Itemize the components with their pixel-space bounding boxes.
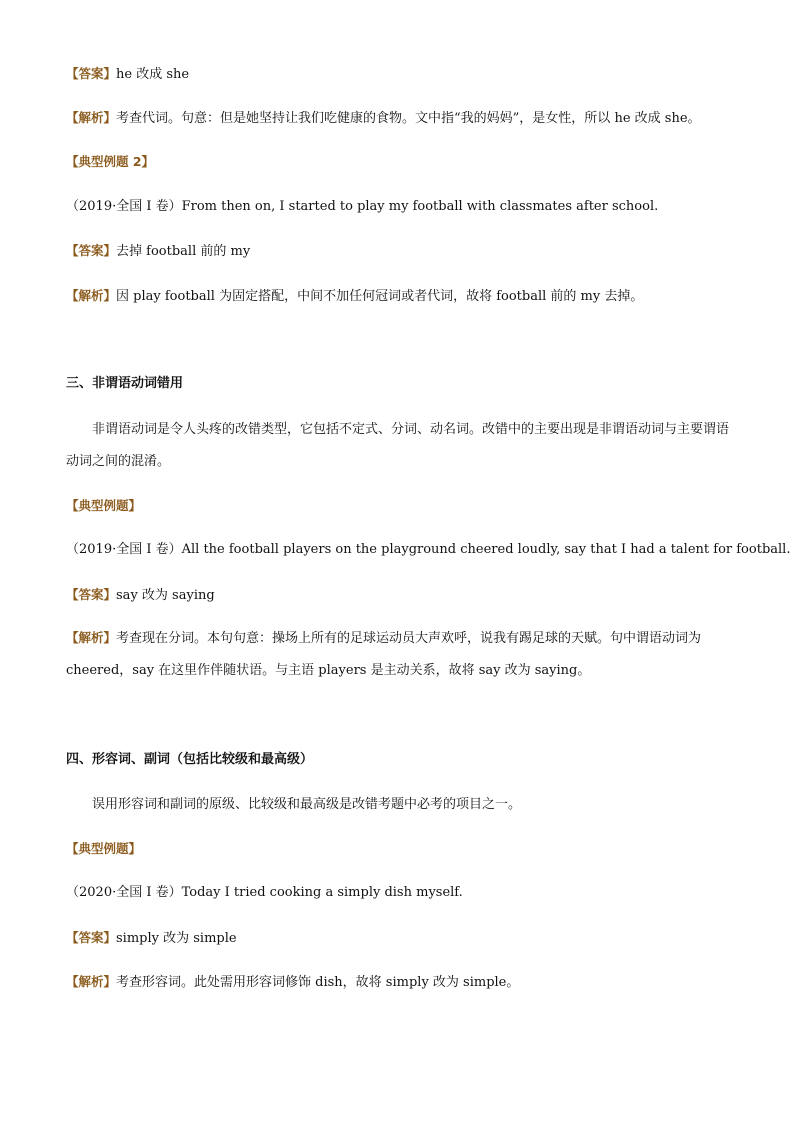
answer-line-4: [66, 928, 734, 949]
answer-line-2: [66, 241, 734, 262]
section-4-paragraph: 误用形容词和副词的原级、比较级和最高级是改错考题中必考的项目之一。: [92, 797, 522, 812]
example-tag: 【典型例题 2】: [66, 154, 155, 169]
example-tag: 【典型例题】: [66, 498, 142, 513]
analysis-text: 考查形容词。此处需用形容词修饰 dish，故将 simply 改为 simple。: [116, 975, 520, 990]
example-sentence-3: [66, 540, 791, 560]
analysis-line-2: [66, 286, 734, 307]
answer-line-1: [66, 64, 734, 85]
example-text: （2019·全国 I 卷）All the football players on the playground cheered loudly, say that I had a talent for football.: [66, 542, 791, 557]
section-3-paragraph: 非谓语动词是令人头疼的改错类型，它包括不定式、分词、动名词。改错中的主要出现是非谓语动词与主要谓语动词之间的混淆。: [66, 422, 730, 469]
analysis-text: 因 play football 为固定搭配，中间不加任何冠词或者代词，故将 football 前的 my 去掉。: [116, 289, 644, 304]
example-heading-2: [66, 152, 734, 173]
example-heading-4: [66, 839, 734, 860]
answer-tag: 【答案】: [66, 587, 117, 602]
answer-tag: 【答案】: [66, 930, 117, 945]
analysis-line-4: [66, 972, 734, 993]
analysis-line-1: [66, 108, 734, 129]
analysis-tag: 【解析】: [66, 110, 117, 125]
analysis-text: 考查代词。句意：但是她坚持让我们吃健康的食物。文中指“我的妈妈”，是女性，所以 he 改成 she。: [116, 111, 701, 126]
analysis-tag: 【解析】: [66, 974, 117, 989]
answer-line-3: [66, 585, 734, 606]
example-sentence-2: [66, 197, 734, 217]
analysis-text: 考查现在分词。本句句意：操场上所有的足球运动员大声欢呼，说我有踢足球的天赋。句中谓语动词为 cheered，say 在这里作伴随状语。与主语 players 是主动关系，故将 say 改为 saying。: [66, 631, 702, 678]
example-heading-3: [66, 496, 734, 517]
example-tag: 【典型例题】: [66, 841, 142, 856]
answer-text: he 改成 she: [116, 67, 190, 82]
section-title: 三、非谓语动词错用: [66, 376, 184, 391]
example-text: （2020·全国 I 卷）Today I tried cooking a simply dish myself.: [66, 885, 463, 900]
answer-text: 去掉 football 前的 my: [116, 244, 251, 259]
answer-tag: 【答案】: [66, 66, 117, 81]
answer-text: say 改为 saying: [116, 588, 215, 603]
answer-text: simply 改为 simple: [116, 931, 237, 946]
section-4-title: [66, 750, 734, 770]
analysis-tag: 【解析】: [66, 630, 117, 645]
example-sentence-4: [66, 883, 734, 903]
section-3-title: [66, 374, 734, 394]
example-text: （2019·全国 I 卷）From then on, I started to play my football with classmates after school.: [66, 199, 659, 214]
analysis-tag: 【解析】: [66, 288, 117, 303]
answer-tag: 【答案】: [66, 243, 117, 258]
analysis-paragraph-3: [66, 622, 734, 687]
section-title: 四、形容词、副词（包括比较级和最高级）: [66, 752, 314, 767]
